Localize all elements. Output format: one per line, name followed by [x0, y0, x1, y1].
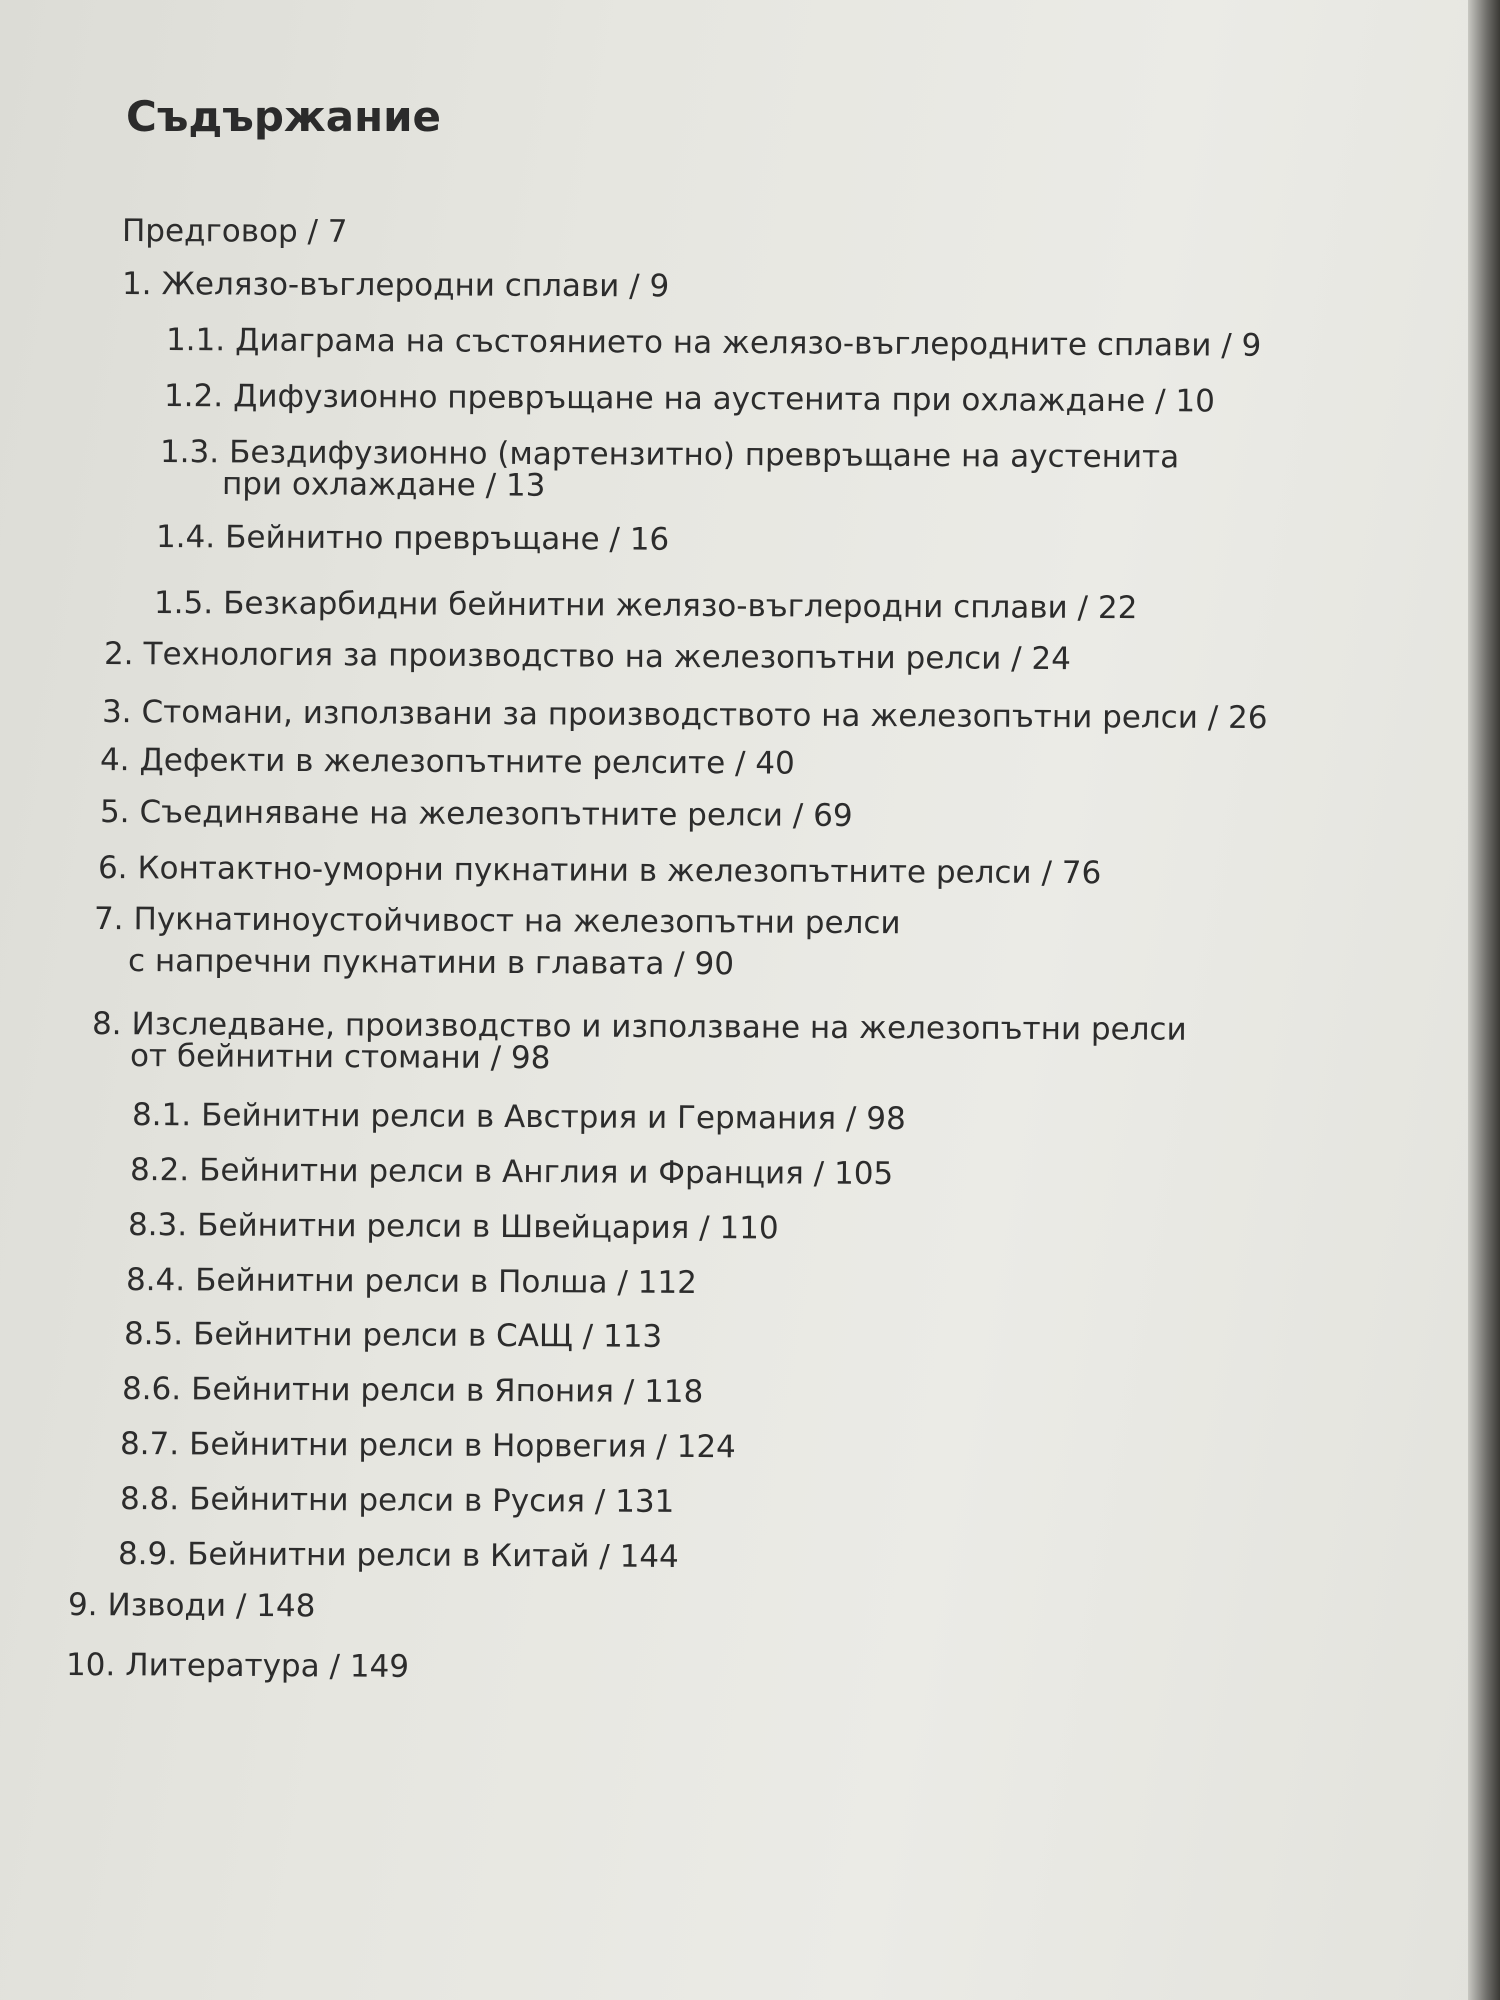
toc-entry-title: Диаграма на състоянието на желязо-въглеродните сплави: [235, 322, 1212, 364]
toc-entry-number: 8.2.: [129, 1152, 190, 1189]
toc-entry-title: Бездифузионно (мартензитно) превръщане на аустенита: [229, 434, 1180, 476]
toc-entry-title: Изследване, производство и използване на железопътни релси: [131, 1006, 1187, 1048]
toc-entry-title: Бейнитни релси в Австрия и Германия: [201, 1097, 837, 1137]
toc-entry: 6. Контактно-уморни пукнатини в железопътните релси / 76: [97, 850, 1102, 892]
toc-entry-number: 1.1.: [165, 322, 226, 359]
toc-entry-page: 16: [629, 521, 670, 558]
toc-entry-title: Безкарбидни бейнитни желязо-въглеродни сплави: [223, 585, 1068, 626]
toc-entry-page: 98: [510, 1039, 551, 1077]
toc-entry-title: Бейнитни релси в Англия и Франция: [199, 1152, 804, 1192]
toc-entry-title: Технология за производство на железопътни релси: [143, 636, 1002, 677]
toc-entry: 8.1. Бейнитни релси в Австрия и Германия / 98: [131, 1097, 906, 1138]
toc-entry: 8.7. Бейнитни релси в Норвегия / 124: [119, 1426, 736, 1466]
toc-entry-title: Бейнитно превръщане: [225, 519, 600, 558]
toc-entry-page: 24: [1031, 640, 1072, 678]
toc-entry-page: 22: [1097, 589, 1138, 627]
toc-entry: 9. Изводи / 148: [67, 1587, 316, 1625]
toc-entry: 2. Технология за производство на железопътни релси / 24: [103, 636, 1072, 678]
toc-entry-number: 8.1.: [131, 1097, 192, 1134]
toc-entry-number: 10.: [65, 1647, 116, 1684]
toc-entry: 8.2. Бейнитни релси в Англия и Франция / 105: [129, 1152, 894, 1192]
toc-entry-page: 98: [866, 1100, 906, 1138]
toc-entry-page: 110: [719, 1210, 779, 1247]
toc-entry-number: 3.: [101, 694, 132, 731]
toc-entry-number: 8.9.: [117, 1536, 178, 1573]
toc-entry-title-continued: при охлаждане: [221, 466, 476, 504]
toc-entry-page: 149: [349, 1648, 410, 1685]
toc-entry: 8.6. Бейнитни релси в Япония / 118: [121, 1371, 704, 1411]
toc-entry-page: 69: [813, 797, 853, 834]
toc-entry-number: 4.: [99, 742, 130, 779]
toc-entry-title: Литература: [125, 1647, 320, 1685]
toc-entry-number: 8.8.: [119, 1481, 180, 1518]
toc-entry-title: Предговор: [121, 213, 298, 250]
toc-entry-number: 1.4.: [155, 519, 216, 556]
toc-entry-title: Стомани, използвани за производството на железопътни релси: [141, 694, 1199, 736]
toc-entry-title: Бейнитни релси в Швейцария: [197, 1207, 690, 1246]
toc-entry-page: 9: [649, 268, 670, 305]
toc-entry-title: Бейнитни релси в Норвегия: [189, 1426, 647, 1465]
toc-entry: 10. Литература / 149: [65, 1647, 410, 1685]
toc-entry-page: 112: [637, 1264, 697, 1301]
toc-entry: 8.8. Бейнитни релси в Русия / 131: [119, 1481, 675, 1520]
toc-entry-continuation: при охлаждане / 13: [221, 466, 546, 504]
toc-entry-page: 118: [644, 1373, 704, 1411]
toc-entry-title: Бейнитни релси в Китай: [187, 1536, 590, 1575]
toc-entry-title-continued: с напречни пукнатини в главата: [127, 943, 665, 982]
toc-entry-number: 8.5.: [123, 1316, 184, 1353]
toc-entry-title: Желязо-въглеродни сплави: [161, 266, 620, 305]
toc-entry: 8.5. Бейнитни релси в САЩ / 113: [123, 1316, 663, 1355]
toc-entry-page: 113: [602, 1318, 663, 1355]
page-edge-shadow: [1468, 0, 1500, 2000]
toc-entry-title: Бейнитни релси в Полша: [195, 1262, 608, 1301]
toc-entry: 1.5. Безкарбидни бейнитни желязо-въглеродни сплави / 22: [153, 585, 1138, 627]
toc-entry: 1.4. Бейнитно превръщане / 16: [155, 519, 670, 558]
toc-entry-title: Бейнитни релси в САЩ: [193, 1316, 573, 1355]
toc-entry: 1.1. Диаграма на състоянието на желязо-въглеродните сплави / 9: [165, 322, 1262, 364]
toc-entry-title: Пукнатиноустойчивост на железопътни релси: [133, 901, 901, 942]
toc-entry-title: Контактно-уморни пукнатини в железопътните релси: [137, 850, 1032, 891]
toc-entry: 8.9. Бейнитни релси в Китай / 144: [117, 1536, 679, 1575]
toc-entry-page: 144: [619, 1538, 679, 1575]
toc-entry-page: 40: [755, 745, 795, 782]
toc-entry-page: 13: [505, 467, 546, 504]
toc-entry-number: 8.4.: [125, 1262, 186, 1299]
toc-entry-number: 8.6.: [121, 1371, 182, 1408]
toc-entry-number: 9.: [67, 1587, 98, 1624]
toc-entry-number: 1.5.: [153, 585, 214, 622]
toc-entry-page: 124: [676, 1428, 736, 1466]
toc-entry: 8.4. Бейнитни релси в Полша / 112: [125, 1262, 697, 1301]
toc-entry-page: 9: [1241, 327, 1262, 364]
toc-entry: 8.3. Бейнитни релси в Швейцария / 110: [127, 1207, 779, 1247]
toc-entry: 1. Желязо-въглеродни сплави / 9: [121, 266, 670, 305]
toc-entry-title: Изводи: [107, 1587, 227, 1624]
toc-entry: [93, 901, 901, 942]
toc-entry-page: 76: [1061, 855, 1102, 892]
toc-entry-page: 105: [833, 1155, 894, 1192]
toc-entry-title: Съединяване на железопътните релси: [139, 794, 784, 834]
toc-entry-title-continued: от бейнитни стомани: [129, 1038, 481, 1076]
toc-entry-number: 1.2.: [163, 378, 224, 415]
toc-entry-page: 131: [615, 1483, 675, 1520]
toc-entry-title: Бейнитни релси в Япония: [191, 1371, 615, 1410]
toc-entry-continuation: от бейнитни стомани / 98: [129, 1038, 551, 1077]
toc-entry-title: Дифузионно превръщане на аустенита при охлаждане: [233, 378, 1146, 420]
toc-entry-number: 8.3.: [127, 1207, 188, 1244]
toc-entry-title: Бейнитни релси в Русия: [189, 1481, 586, 1520]
toc-entry: 3. Стомани, използвани за производството на железопътни релси / 26: [101, 694, 1268, 737]
toc-entry-preface: Предговор / 7: [121, 213, 348, 250]
toc-entry-number: 1.: [121, 266, 152, 303]
toc-entry-number: 5.: [99, 794, 130, 831]
toc-entry-page: 26: [1227, 699, 1268, 737]
toc-entry-number: 7.: [93, 901, 124, 938]
toc-entry-continuation: с напречни пукнатини в главата / 90: [127, 943, 735, 983]
toc-entry: 5. Съединяване на железопътните релси / 69: [99, 794, 853, 834]
toc-entry-page: 10: [1175, 383, 1216, 420]
toc-entry-page: 90: [694, 945, 735, 983]
toc-entry: 1.2. Дифузионно превръщане на аустенита при охлаждане / 10: [163, 378, 1216, 420]
toc-entry-number: 8.7.: [119, 1426, 180, 1463]
toc-entry-number: 1.3.: [159, 434, 220, 471]
toc-entry-number: 2.: [103, 636, 134, 673]
toc-entry-page: 7: [327, 213, 348, 250]
toc-entry: 4. Дефекти в железопътните релсите / 40: [99, 742, 795, 782]
toc-entry-number: 6.: [97, 850, 128, 887]
toc-heading: Съдържание: [126, 92, 441, 141]
toc-entry-page: 148: [256, 1587, 316, 1625]
toc-entry-number: 8.: [91, 1006, 122, 1043]
toc-entry-title: Дефекти в железопътните релсите: [139, 742, 726, 782]
